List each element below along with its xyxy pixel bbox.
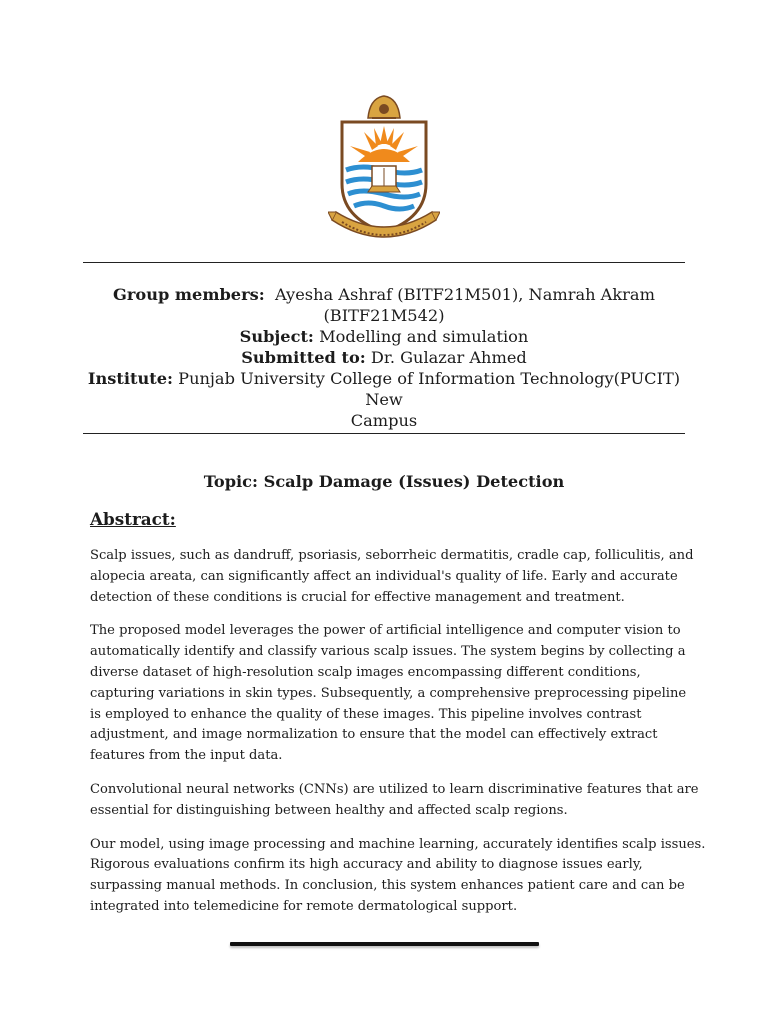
end-divider-bar xyxy=(230,942,539,946)
topic-title: Topic: Scalp Damage (Issues) Detection xyxy=(203,472,565,491)
abstract-paragraph-4 xyxy=(90,835,706,918)
paragraph-line: adjustment, and image normalization to ensure that the model can effectively extract xyxy=(90,727,658,743)
top-divider xyxy=(83,262,685,263)
paragraph-line: features from the input data. xyxy=(90,748,283,764)
abstract-body xyxy=(90,546,706,931)
paragraph-line: Rigorous evaluations confirm its high accuracy and ability to diagnose issues early, xyxy=(90,857,643,873)
submitted-to-value: Dr. Gulazar Ahmed xyxy=(370,348,527,367)
abstract-paragraph-1 xyxy=(90,546,694,608)
subject-label: Subject: xyxy=(239,327,314,346)
institute-label: Institute: xyxy=(87,369,174,388)
group-members-label: Group members: xyxy=(113,285,265,304)
paragraph-line: diverse dataset of high-resolution scalp images encompassing different conditions, xyxy=(90,664,641,680)
subject-value: Modelling and simulation xyxy=(319,327,529,346)
paragraph-line: Scalp issues, such as dandruff, psoriasis, seborrheic dermatitis, cradle cap, folliculitis, and xyxy=(90,548,694,563)
paragraph-line: surpassing manual methods. In conclusion, this system enhances patient care and can be xyxy=(90,878,685,894)
university-of-the-punjab-crest-icon xyxy=(328,92,440,248)
group-members-continued: (BITF21M542) xyxy=(323,306,445,325)
institute-value: Punjab University College of Information Technology(PUCIT) New xyxy=(178,369,681,409)
group-members-line xyxy=(83,284,685,305)
bottom-divider xyxy=(83,433,685,434)
submitted-to-line xyxy=(83,347,685,368)
abstract-paragraph-2 xyxy=(90,621,687,767)
submitted-to-label: Submitted to: xyxy=(241,348,366,367)
institute-continued: Campus xyxy=(350,411,418,430)
paragraph-line: essential for distinguishing between healthy and affected scalp regions. xyxy=(90,802,568,818)
paragraph-line: integrated into telemedicine for remote dermatological support. xyxy=(90,898,518,914)
submission-info xyxy=(83,284,685,431)
paragraph-line: capturing variations in skin types. Subsequently, a comprehensive preprocessing pipeline xyxy=(90,685,687,701)
paragraph-line: automatically identify and classify various scalp issues. The system begins by collecting a xyxy=(90,644,686,660)
group-members-value: Ayesha Ashraf (BITF21M501), Namrah Akram xyxy=(275,285,655,304)
paragraph-line: detection of these conditions is crucial for effective management and treatment. xyxy=(90,589,625,605)
paragraph-line: alopecia areata, can significantly affect an individual's quality of life. Early and accurate xyxy=(90,568,678,584)
abstract-paragraph-3 xyxy=(90,780,699,822)
abstract-heading: Abstract: xyxy=(90,509,176,529)
paragraph-line: is employed to enhance the quality of these images. This pipeline involves contrast xyxy=(90,706,642,722)
paragraph-line: Our model, using image processing and machine learning, accurately identifies scalp issues. xyxy=(90,836,706,852)
paragraph-line: The proposed model leverages the power of artificial intelligence and computer vision to xyxy=(90,623,681,639)
institute-line xyxy=(83,368,685,410)
paragraph-line: Convolutional neural networks (CNNs) are utilized to learn discriminative features that are xyxy=(90,781,699,797)
subject-line xyxy=(83,326,685,347)
